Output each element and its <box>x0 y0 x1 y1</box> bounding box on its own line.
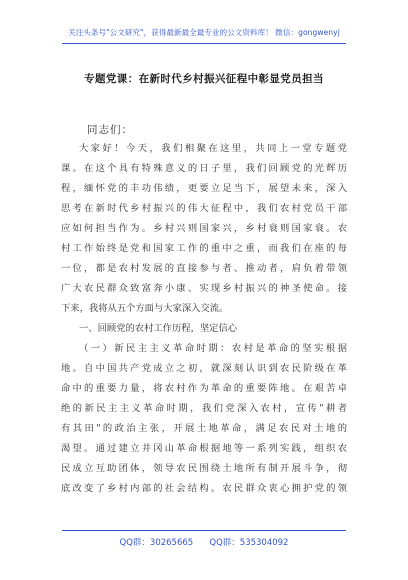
body-line: 应如何担当作为。乡村兴则国家兴，乡村衰则国家衰。农 <box>61 223 347 234</box>
body-line: 民成立互助团体，领导农民围绕土地所有制开展斗争，彻 <box>61 463 347 474</box>
promo-banner: 关注头条号"公文研究"，获得最新最全最专业的公文资料库！ 微信：gongwenyj <box>68 28 340 37</box>
qq-group-1: QQ群：30265665 <box>119 538 194 548</box>
body-line: 广大农民群众致富奔小康、实现乡村振兴的神圣使命。接 <box>61 283 347 294</box>
salutation: 同志们： <box>87 124 133 136</box>
body-line: 绝的新民主主义革命时期，我们党深入农村，宣传"耕者 <box>61 403 347 414</box>
body-line: 底改变了乡村内部的社会结构。农民群众衷心拥护党的领 <box>61 483 347 494</box>
body-line: 下来，我将从五个方面与大家深入交流。 <box>61 303 229 314</box>
body-line: 程，缅怀党的丰功伟绩，更要立足当下，展望未来，深入 <box>61 183 347 194</box>
header-divider <box>62 43 346 44</box>
footer-divider <box>62 530 346 531</box>
body-line: 思考在新时代乡村振兴的伟大征程中，我们农村党员干部 <box>61 203 347 214</box>
body-line: 村工作始终是党和国家工作的重中之重，而我们在座的每 <box>61 243 347 254</box>
body-line: 有其田"的政治主张，开展土地革命，满足农民对土地的 <box>61 423 347 434</box>
footer <box>0 536 408 548</box>
document-title: 专题党课：在新时代乡村振兴征程中彰显党员担当 <box>84 73 324 85</box>
body-line: 课。在这个具有特殊意义的日子里，我们回顾党的光辉历 <box>61 163 347 174</box>
body-line: 大家好！今天，我们相聚在这里，共同上一堂专题党 <box>79 143 347 154</box>
body-line: （一）新民主主义革命时期：农村是革命的坚实根据 <box>79 343 347 354</box>
body-line: 命中的重要力量，将农村作为革命的重要阵地。在艰苦卓 <box>61 383 347 394</box>
qq-group-2: QQ群：535304092 <box>209 538 289 548</box>
body-line: 地。自中国共产党成立之初，就深刻认识到农民阶级在革 <box>61 363 347 374</box>
body-line: 渴望。通过建立井冈山革命根据地等一系列实践，组织农 <box>61 443 347 454</box>
section-heading: 一、回顾党的农村工作历程，坚定信心 <box>79 323 238 334</box>
body-line: 一位，都是农村发展的直接参与者、推动者，肩负着带领 <box>61 263 347 274</box>
